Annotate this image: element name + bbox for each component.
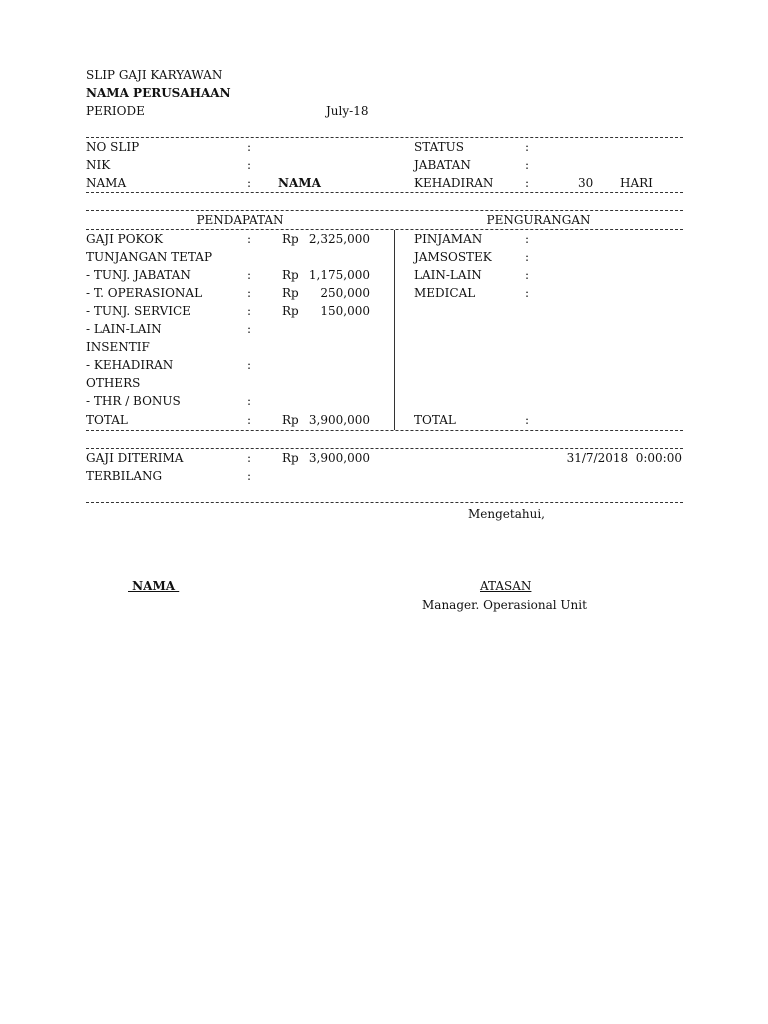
colon: : — [525, 140, 530, 154]
divider — [86, 229, 683, 230]
colon: : — [247, 232, 252, 246]
earning-label: - TUNJ. SERVICE — [86, 304, 191, 318]
kehadiran-label: KEHADIRAN — [414, 176, 494, 190]
colon: : — [247, 158, 252, 172]
nama-label: NAMA — [86, 176, 127, 190]
colon: : — [525, 250, 530, 264]
colon: : — [525, 413, 530, 427]
colon: : — [247, 394, 252, 408]
period-label: PERIODE — [86, 104, 145, 118]
earning-amount: 2,325,000 — [308, 232, 370, 246]
deduction-label: LAIN-LAIN — [414, 268, 482, 282]
earning-label: TUNJANGAN TETAP — [86, 250, 213, 264]
no-slip-label: NO SLIP — [86, 140, 140, 154]
earning-amount: 150,000 — [320, 304, 370, 318]
deduction-label: JAMSOSTEK — [414, 250, 492, 264]
employee-signature-name: NAMA — [128, 579, 180, 593]
colon: : — [247, 304, 252, 318]
earnings-total-amount: 3,900,000 — [308, 413, 370, 427]
earnings-total-label: TOTAL — [86, 413, 128, 427]
colon: : — [525, 158, 530, 172]
divider — [86, 137, 683, 138]
kehadiran-value: 30 — [578, 176, 594, 190]
earning-label: - THR / BONUS — [86, 394, 181, 408]
superior-title: ATASAN — [480, 579, 532, 593]
colon: : — [247, 358, 252, 372]
acknowledged-text: Mengetahui, — [468, 507, 545, 521]
earnings-heading: PENDAPATAN — [196, 213, 284, 227]
colon: : — [247, 176, 252, 190]
spelled-label: TERBILANG — [86, 469, 163, 483]
currency: Rp — [282, 286, 299, 300]
deductions-heading: PENGURANGAN — [486, 213, 591, 227]
divider — [86, 192, 683, 193]
period-value: July-18 — [326, 104, 369, 118]
deductions-total-label: TOTAL — [414, 413, 456, 427]
divider — [86, 448, 683, 449]
received-label: GAJI DITERIMA — [86, 451, 184, 465]
currency: Rp — [282, 232, 299, 246]
colon: : — [525, 286, 530, 300]
superior-position: Manager. Operasional Unit — [422, 598, 587, 612]
currency: Rp — [282, 413, 299, 427]
earning-amount: 1,175,000 — [308, 268, 370, 282]
earning-label: - LAIN-LAIN — [86, 322, 162, 336]
nik-label: NIK — [86, 158, 111, 172]
currency: Rp — [282, 304, 299, 318]
colon: : — [525, 176, 530, 190]
colon: : — [247, 322, 252, 336]
earning-label: INSENTIF — [86, 340, 150, 354]
earning-label: - TUNJ. JABATAN — [86, 268, 191, 282]
column-separator — [394, 230, 395, 430]
earning-label: OTHERS — [86, 376, 141, 390]
jabatan-label: JABATAN — [414, 158, 471, 172]
slip-datetime: 31/7/2018 0:00:00 — [566, 451, 682, 465]
company-name: NAMA PERUSAHAAN — [86, 86, 231, 100]
deduction-label: MEDICAL — [414, 286, 476, 300]
colon: : — [525, 268, 530, 282]
earning-amount: 250,000 — [320, 286, 370, 300]
colon: : — [247, 140, 252, 154]
colon: : — [247, 268, 252, 282]
received-amount: 3,900,000 — [308, 451, 370, 465]
colon: : — [247, 286, 252, 300]
colon: : — [525, 232, 530, 246]
earning-label: GAJI POKOK — [86, 232, 163, 246]
earning-label: - KEHADIRAN — [86, 358, 174, 372]
doc-title: SLIP GAJI KARYAWAN — [86, 68, 223, 82]
colon: : — [247, 451, 252, 465]
status-label: STATUS — [414, 140, 464, 154]
divider — [86, 210, 683, 211]
earning-label: - T. OPERASIONAL — [86, 286, 203, 300]
kehadiran-unit: HARI — [620, 176, 653, 190]
nama-value: NAMA — [278, 176, 321, 190]
divider — [86, 430, 683, 431]
currency: Rp — [282, 451, 299, 465]
colon: : — [247, 413, 252, 427]
currency: Rp — [282, 268, 299, 282]
divider — [86, 502, 683, 503]
deduction-label: PINJAMAN — [414, 232, 483, 246]
colon: : — [247, 469, 252, 483]
